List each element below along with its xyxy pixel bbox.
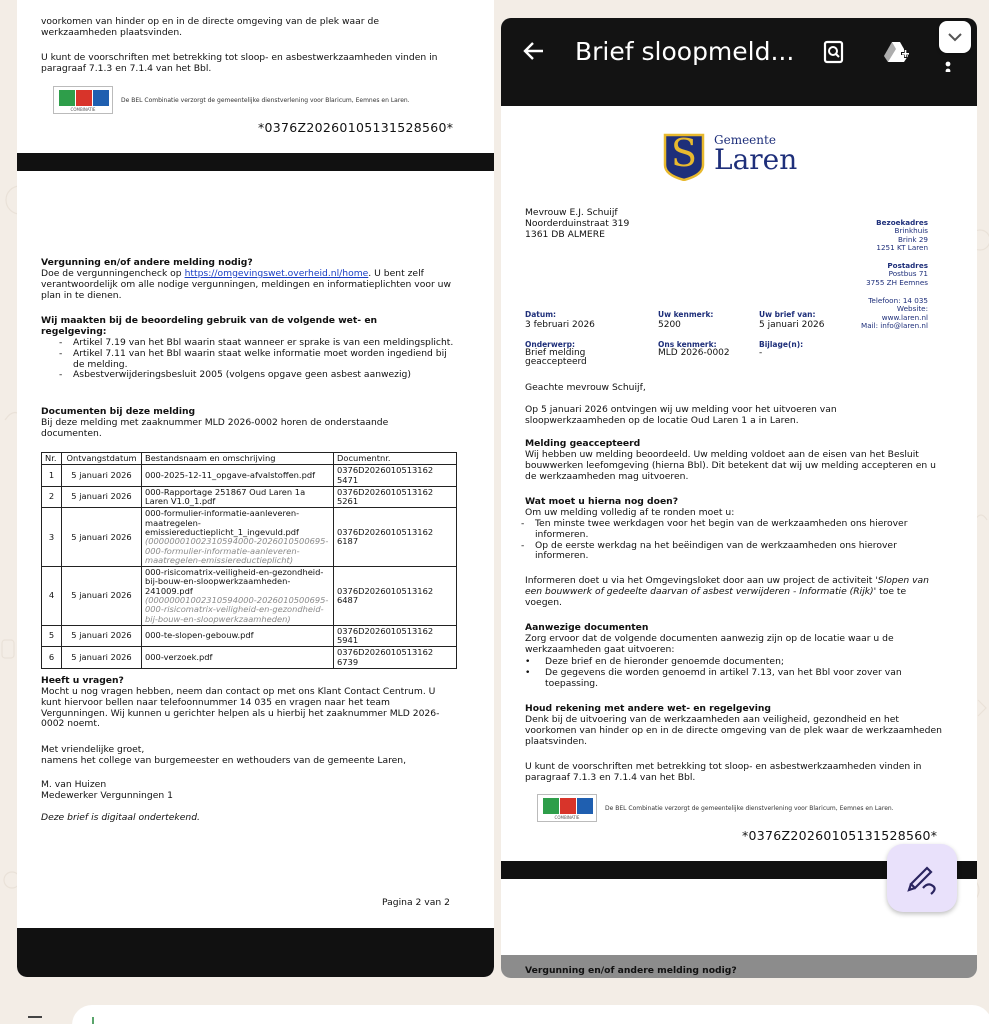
edit-fab-button[interactable] <box>887 844 957 912</box>
paragraph: U kunt de voorschriften met betrekking tot sloop- en asbestwerkzaamheden vinden in paragraaf 7.1.3 en 7.1.4 van het Bbl. <box>41 52 438 74</box>
heading: Wij maakten bij de beoordeling gebruik van de volgende wet- en regelgeving: <box>41 315 378 337</box>
meta-date: Datum: 3 februari 2026 <box>525 310 595 330</box>
list-item: - Ten minste twee werkdagen voor het begin van de werkzaamheden ons hierover informeren. <box>503 519 933 541</box>
laren-logo <box>663 131 798 185</box>
doen-list <box>503 519 933 562</box>
documents-table <box>41 452 457 669</box>
meta-uw-brief: Uw brief van: 5 januari 2026 <box>759 310 825 330</box>
paragraph: Informeren doet u via het Omgevingsloket door aan uw project de activiteit 'Slopen van een bouwwerk of gedeelte daarvan of asbest verwijderen - Informatie (Rijk)' toe te voegen. <box>525 575 929 608</box>
pdf-viewer <box>501 18 977 978</box>
attach-icon[interactable] <box>28 1016 42 1018</box>
meta-ons-kenmerk: Ons kenmerk: MLD 2026-0002 <box>658 340 730 358</box>
meta-bijlage: Bijlage(n): - <box>759 340 804 358</box>
bel-text: De BEL Combinatie verzorgt de gemeentelijke dienstverlening voor Blaricum, Eemnes en Laren. <box>605 804 894 812</box>
heading: Wat moet u hierna nog doen? <box>525 496 679 507</box>
table-row: 4 5 januari 2026 000-risicomatrix-veiligheid-en-gezondheid-bij-bouw-en-sloopwerkzaamheden-241009.pdf (0000000100231059400​0-2026010500695-000-risicomatrix-veiligheid-en-gezondheid-bij-bouw-en-sloopwerkzaamheden) 0376D2026010513162 6487 <box>42 567 457 626</box>
closing-line: namens het college van burgemeester en wethouders van de gemeente Laren, <box>41 755 407 766</box>
paragraph: Mocht u nog vragen hebben, neem dan contact op met ons Klant Contact Centrum. U kunt hiervoor bellen naar telefoonnummer 14 035 en vragen naar het team Vergunningen. Wij kunnen u gerichter helpen als u hierbij het zaaknummer MLD 2026-0002 noemt. <box>41 686 440 730</box>
next-page-heading: Vergunning en/of andere melding nodig? <box>525 965 737 976</box>
paragraph: Doe de vergunningencheck op https://omgevingswet.overheid.nl/home. U bent zelf verantwoordelijk om alle nodige vergunningen, meldingen en informatieplichten voor uw plan in te dienen. <box>41 268 451 301</box>
barcode-text: *0376Z20260105131528560* <box>258 120 454 135</box>
bel-footer <box>537 794 894 822</box>
logo-laren: Laren <box>714 143 798 176</box>
paragraph: Op 5 januari 2026 ontvingen wij uw melding voor het uitvoeren van sloopwerkzaamheden op de locatie Oud Laren 1 a in Laren. <box>525 404 837 426</box>
heading: Vergunning en/of andere melding nodig? <box>41 257 253 268</box>
postal-address: Postadres Postbus 71 3755 ZH Eemnes <box>866 261 928 287</box>
list-item: - Artikel 7.19 van het Bbl waarin staat wanneer er sprake is van een meldingsplicht. <box>41 338 456 349</box>
omgevingswet-link[interactable]: https://omgevingswet.overheid.nl/home <box>184 268 369 279</box>
closing-line: Met vriendelijke groet, <box>41 744 145 755</box>
bel-logo-icon: COMBINATIE <box>537 794 597 822</box>
logo-letter: S <box>670 131 698 175</box>
table-header-row: Nr. Ontvangstdatum Bestandsnaam en omschrijving Documentnr. <box>42 453 457 465</box>
paragraph: Denk bij de uitvoering van de werkzaamheden aan veiligheid, gezondheid en het voorkomen van hinder op en in de directe omgeving van de plek waar de werkzaamheden plaatsvinden. <box>525 714 942 747</box>
table-row: 2 5 januari 2026 000-Rapportage 251867 Oud Laren 1a Laren V1.0_1.pdf 0376D2026010513162 5261 <box>42 486 457 508</box>
bel-footer <box>53 86 410 114</box>
pdf-page-left <box>17 0 494 977</box>
page-separator <box>17 928 494 977</box>
aanwezig-list <box>513 657 933 689</box>
contact-info: Telefoon: 14 035 Website: www.laren.nl Mail: info@laren.nl <box>861 296 928 330</box>
viewer-toolbar <box>501 18 977 106</box>
wet-list <box>41 338 456 381</box>
heading: Houd rekening met andere wet- en regelgeving <box>525 703 771 714</box>
list-item: • Deze brief en de hieronder genoemde documenten; <box>513 657 933 668</box>
paragraph: Wij hebben uw melding beoordeeld. Uw melding voldoet aan de eisen van het Besluit bouwwerken leefomgeving (hierna Bbl). Dit betekent dat wij uw melding accepteren en u de werkzaamheden mag uitvoeren. <box>525 449 936 482</box>
heading: Aanwezige documenten <box>525 622 649 633</box>
message-input[interactable] <box>72 1005 989 1024</box>
paragraph: Om uw melding volledig af te ronden moet u: <box>525 507 735 518</box>
scroll-chevron-button[interactable] <box>939 21 971 53</box>
drive-add-icon[interactable] <box>883 40 911 68</box>
document-title: Brief sloopmeld... <box>575 37 795 66</box>
paragraph: voorkomen van hinder op en in de directe omgeving van de plek waar de werkzaamheden plaatsvinden. <box>41 16 379 38</box>
barcode-text: *0376Z20260105131528560* <box>742 828 938 843</box>
meta-uw-kenmerk: Uw kenmerk: 5200 <box>658 310 714 330</box>
heading: Heeft u vragen? <box>41 675 124 686</box>
list-item: - Asbestverwijderingsbesluit 2005 (volgens opgave geen asbest aanwezig) <box>41 370 456 381</box>
paragraph: Zorg ervoor dat de volgende documenten aanwezig zijn op de locatie waar u de werkzaamheden gaat uitvoeren: <box>525 633 894 655</box>
edit-pen-icon <box>887 844 957 912</box>
table-row: 3 5 januari 2026 000-formulier-informatie-aanleveren-maatregelen-emissiereductieplicht_1_ingevuld.pdf (0000000100231059400​0-2026010500695-000-formulier-informatie-aanleveren-maatregelen-emissiereductieplicht) 0376D2026010513162 6187 <box>42 508 457 567</box>
list-item: - Artikel 7.11 van het Bbl waarin staat welke informatie moet worden ingediend bij de melding. <box>41 349 456 371</box>
back-arrow-icon[interactable] <box>523 40 545 68</box>
visit-address: Bezoekadres Brinkhuis Brink 29 1251 KT Laren <box>876 218 928 252</box>
table-row: 5 5 januari 2026 000-te-slopen-gebouw.pdf 0376D2026010513162 5941 <box>42 625 457 647</box>
text-cursor <box>92 1017 94 1024</box>
paragraph: Bij deze melding met zaaknummer MLD 2026-0002 horen de onderstaande documenten. <box>41 417 389 439</box>
signer-function: Medewerker Vergunningen 1 <box>41 790 173 801</box>
table-row: 6 5 januari 2026 000-verzoek.pdf 0376D2026010513162 6739 <box>42 647 457 669</box>
meta-onderwerp: Onderwerp: Brief melding geaccepteerd <box>525 340 587 368</box>
digital-signature-note: Deze brief is digitaal ondertekend. <box>41 812 200 823</box>
chevron-down-icon <box>939 21 971 53</box>
list-item: • De gegevens die worden genoemd in artikel 7.13, van het Bbl voor zover van toepassing. <box>513 668 933 690</box>
heading: Documenten bij deze melding <box>41 406 196 417</box>
next-page-strip <box>501 955 977 978</box>
list-item: - Op de eerste werkdag na het beëindigen van de werkzaamheden ons hierover informeren. <box>503 541 933 563</box>
addressee: Mevrouw E.J. Schuijf Noorderduinstraat 319 1361 DB ALMERE <box>525 207 630 240</box>
bel-logo-icon: COMBINATIE <box>53 86 113 114</box>
signer-name: M. van Huizen <box>41 779 107 790</box>
search-doc-icon[interactable] <box>823 40 845 68</box>
heading: Melding geaccepteerd <box>525 438 641 449</box>
logo-gemeente: Gemeente <box>714 133 776 147</box>
salutation: Geachte mevrouw Schuijf, <box>525 382 646 393</box>
paragraph: U kunt de voorschriften met betrekking tot sloop- en asbestwerkzaamheden vinden in paragraaf 7.1.3 en 7.1.4 van het Bbl. <box>525 761 922 783</box>
page-separator <box>17 153 494 171</box>
page-number: Pagina 2 van 2 <box>382 897 450 908</box>
table-row: 1 5 januari 2026 000-2025-12-11_opgave-afvalstoffen.pdf 0376D2026010513162 5471 <box>42 465 457 487</box>
bel-text: De BEL Combinatie verzorgt de gemeentelijke dienstverlening voor Blaricum, Eemnes en Laren. <box>121 96 410 104</box>
